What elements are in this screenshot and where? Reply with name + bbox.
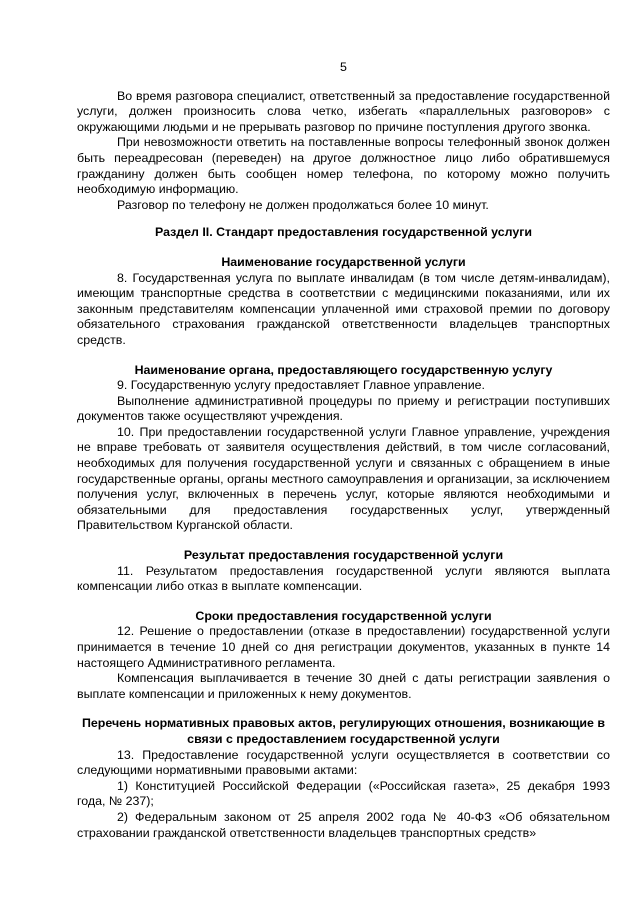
page-number: 5 [340,60,347,74]
paragraph: Выполнение административной процедуры по приему и регистрации поступивших документов также осуществляют учреждения. [77,393,610,424]
subsection-heading: Перечень нормативных правовых актов, регулирующих отношения, возникающие в связи с предоставлением государственной услуги [82,716,605,746]
paragraph: 12. Решение о предоставлении (отказе в предоставлении) государственной услуги принимается в течение 10 дней со дня регистрации документов, указанных в пункте 14 настоящего Административного регламента. [77,624,610,670]
subsection-heading: Результат предоставления государственной услуги [183,548,504,563]
paragraph: 1) Конституцией Российской Федерации («Российская газета», 25 декабря 1993 года, № 237); [77,778,610,809]
subsection-heading: Наименование государственной услуги [221,254,466,269]
paragraph: 13. Предоставление государственной услуги осуществляется в соответствии со следующими нормативными правовыми актами: [77,747,610,778]
document-body [77,89,610,842]
paragraph: Во время разговора специалист, ответственный за предоставление государственной услуги, должен произносить слова четко, избегать «параллельных разговоров» с окружающими людьми и не прерывать разговор по причине поступления другого звонка. [77,88,610,134]
paragraph: 11. Результатом предоставления государственной услуги являются выплата компенсации либо отказ в выплате компенсации. [77,563,610,594]
paragraph: 10. При предоставлении государственной услуги Главное управление, учреждения не вправе требовать от заявителя осуществления действий, в том числе согласований, необходимых для получения государственной услуги и связанных с обращением в иные государственные органы, органы местного самоуправления и организации, за исключением получения услуг, включенных в перечень услуг, которые являются необходимыми и обязательными для предоставления государственных услуг, утвержденный Правительством Курганской области. [77,424,610,533]
paragraph: 2) Федеральным законом от 25 апреля 2002 года № 40-ФЗ «Об обязательном страховании гражданской ответственности владельцев транспортных средств» [77,809,610,840]
paragraph: Разговор по телефону не должен продолжаться более 10 минут. [117,197,489,212]
paragraph: При невозможности ответить на поставленные вопросы телефонный звонок должен быть переадресован (переведен) на другое должностное лицо либо обратившемуся гражданину должен быть сообщен номер телефона, по которому можно получить необходимую информацию. [77,135,610,197]
paragraph: 9. Государственную услугу предоставляет Главное управление. [117,378,485,393]
subsection-heading: Сроки предоставления государственной услуги [195,608,492,623]
section-title: Раздел II. Стандарт предоставления государственной услуги [154,225,533,240]
paragraph: 8. Государственная услуга по выплате инвалидам (в том числе детям-инвалидам), имеющим транспортные средства в соответствии с медицинскими показаниями, или их законным представителям компенсации уплаченной ими страховой премии по договору обязательного страхования гражданской ответственности владельцев транспортных средств. [77,270,610,347]
subsection-heading: Наименование органа, предоставляющего государственную услугу [134,362,553,377]
paragraph: Компенсация выплачивается в течение 30 дней с даты регистрации заявления о выплате компенсации и приложенных к нему документов. [77,671,610,701]
